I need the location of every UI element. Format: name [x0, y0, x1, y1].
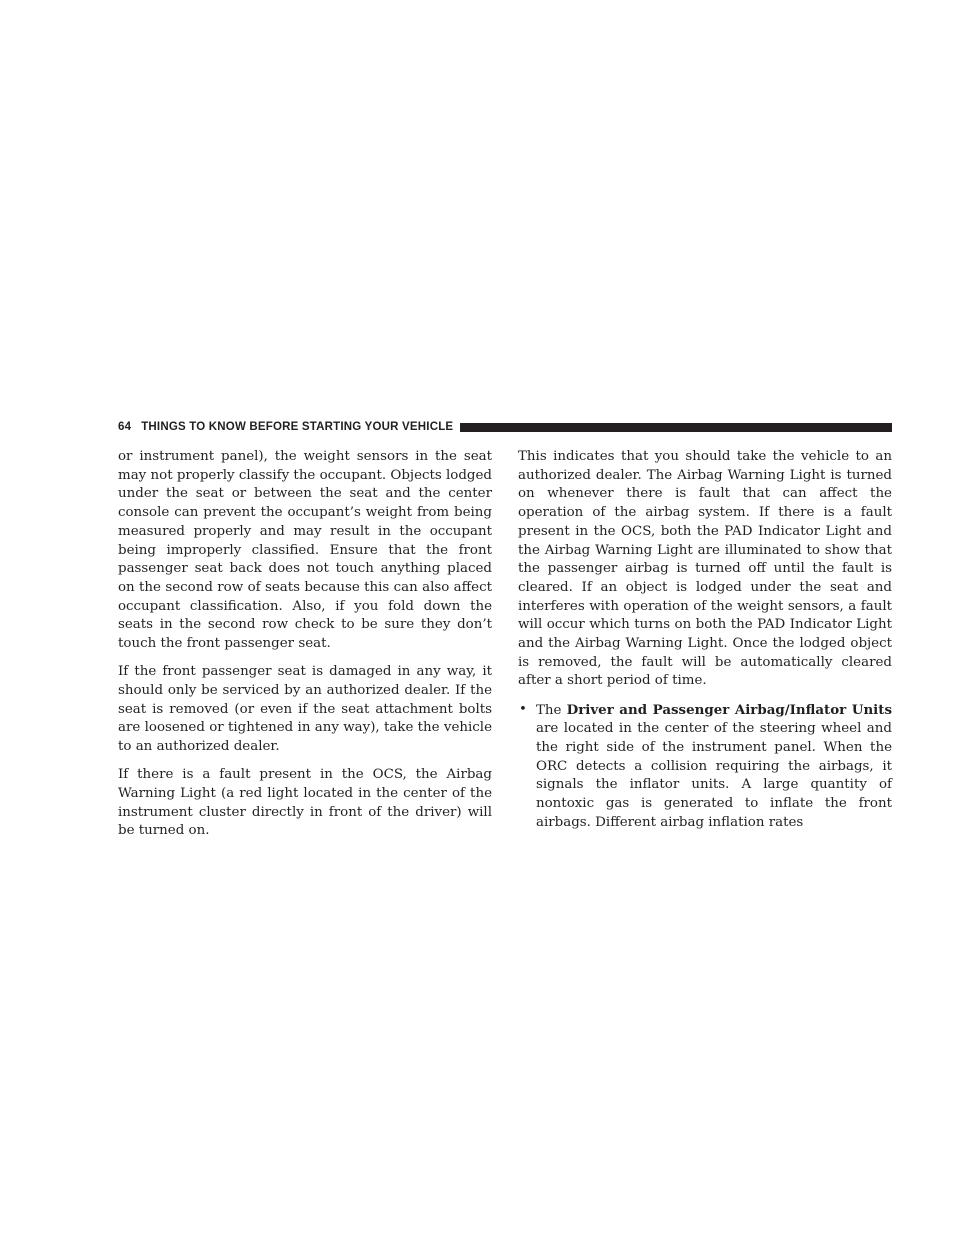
- header-rule: [460, 423, 892, 432]
- bullet-marker: •: [519, 701, 527, 717]
- paragraph-warning-light: This indicates that you should take the vehicle to an authorized dealer. The Airbag Warning Light is turned on whenever there is fault that can affect the operation of the airbag system. If there is a fault present in the OCS, both the PAD Indicator Light and the Airbag Warning Light are illuminated to show that the passenger airbag is turned off until the fault is cleared. If an object is lodged under the seat and interferes with operation of the weight sensors, a fault will occur which turns on both the PAD Indicator Light and the Airbag Warning Light. Once the lodged object is removed, the fault will be automatically cleared after a short period of time.: [518, 449, 892, 689]
- bullet-lead: The: [536, 702, 562, 718]
- right-column: [518, 448, 892, 842]
- paragraph-ocs-fault: If there is a fault present in the OCS, the Airbag Warning Light (a red light located in the center of the instrument cluster directly in front of the driver) will be turned on.: [118, 767, 492, 839]
- paragraph-seat-damage: If the front passenger seat is damaged in any way, it should only be serviced by an authorized dealer. If the seat is removed (or even if the seat attachment bolts are loosened or tightened in any way), take the vehicle to an authorized dealer.: [118, 664, 492, 755]
- paragraph-weight-sensors: or instrument panel), the weight sensors in the seat may not properly classify the occupant. Objects lodged under the seat or between the seat and the center console can prevent the occupant’s weight from being measured properly and may result in the occupant being improperly classified. Ensure that the front passenger seat back does not touch anything placed on the second row of seats because this can also affect occupant classification. Also, if you fold down the seats in the second row check to be sure they don’t touch the front passenger seat.: [118, 449, 492, 652]
- section-title: THINGS TO KNOW BEFORE STARTING YOUR VEHICLE: [141, 421, 454, 433]
- bullet-bold-term: Driver and Passenger Airbag/Inflator Units: [566, 701, 892, 718]
- bullet-text: are located in the center of the steering wheel and the right side of the instrument panel. When the ORC detects a collision requiring the airbags, it signals the inflator units. A large quantity of nontoxic gas is generated to inflate the front airbags. Different airbag inflation rates: [536, 721, 892, 830]
- bullet-item-inflator-units: [518, 701, 892, 833]
- page-header: [118, 418, 892, 436]
- page-number: 64: [118, 421, 132, 433]
- left-column: [118, 448, 492, 851]
